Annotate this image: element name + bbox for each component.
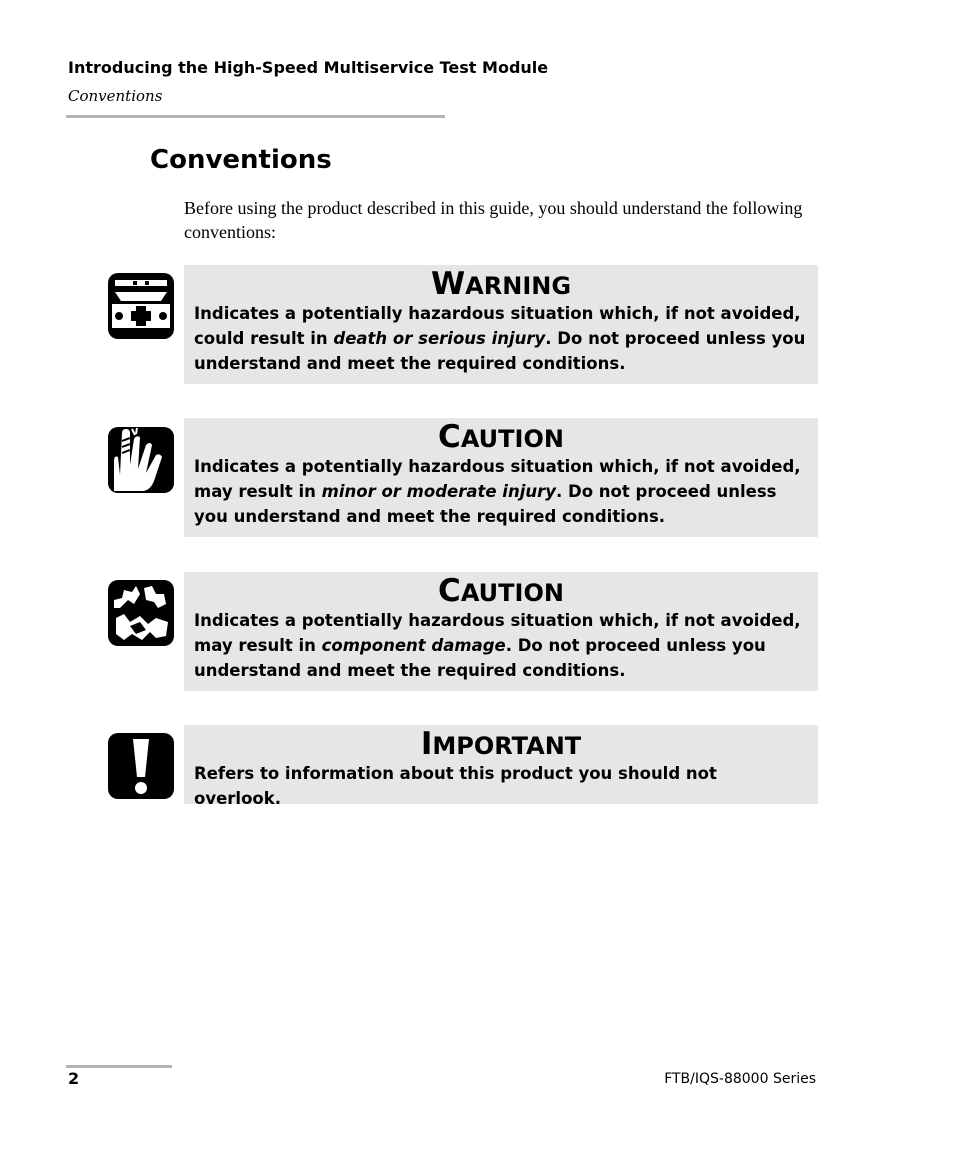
- header-title: Introducing the High-Speed Multiservice Test Module: [68, 58, 549, 77]
- important-notice: [184, 725, 818, 808]
- notice-title: CAUTION: [438, 419, 564, 455]
- ambulance-icon: [106, 271, 176, 341]
- exclamation-icon: [106, 731, 176, 801]
- intro-paragraph: Before using the product described in this guide, you should understand the following conventions:: [184, 198, 803, 242]
- notice-text: Indicates a potentially hazardous situation which, if not avoided, may result in component damage. Do not proceed unless you understand and meet the required conditions.: [194, 611, 801, 680]
- warning-notice: [184, 265, 818, 384]
- notice-title: CAUTION: [438, 573, 564, 609]
- header-subtitle: Conventions: [68, 87, 163, 105]
- header-rule: [66, 115, 445, 118]
- broken-gear-icon: [106, 578, 176, 648]
- footer-series: FTB/IQS-88000 Series: [664, 1071, 816, 1087]
- notice-text: Indicates a potentially hazardous situation which, if not avoided, may result in minor or moderate injury. Do not proceed unless you understand and meet the required conditions.: [194, 457, 801, 526]
- injured-hand-icon: [106, 425, 176, 495]
- notice-text: Indicates a potentially hazardous situation which, if not avoided, could result in death or serious injury. Do not proceed unless you understand and meet the required conditions.: [194, 304, 806, 373]
- notice-title: WARNING: [430, 266, 572, 302]
- notice-title: IMPORTANT: [420, 726, 582, 762]
- footer-rule: [66, 1065, 172, 1068]
- section-title: Conventions: [150, 145, 332, 175]
- page-number: 2: [68, 1069, 80, 1088]
- caution-damage-notice: [184, 572, 818, 691]
- notice-text: Refers to information about this product you should not overlook.: [194, 764, 717, 808]
- caution-injury-notice: [184, 418, 818, 537]
